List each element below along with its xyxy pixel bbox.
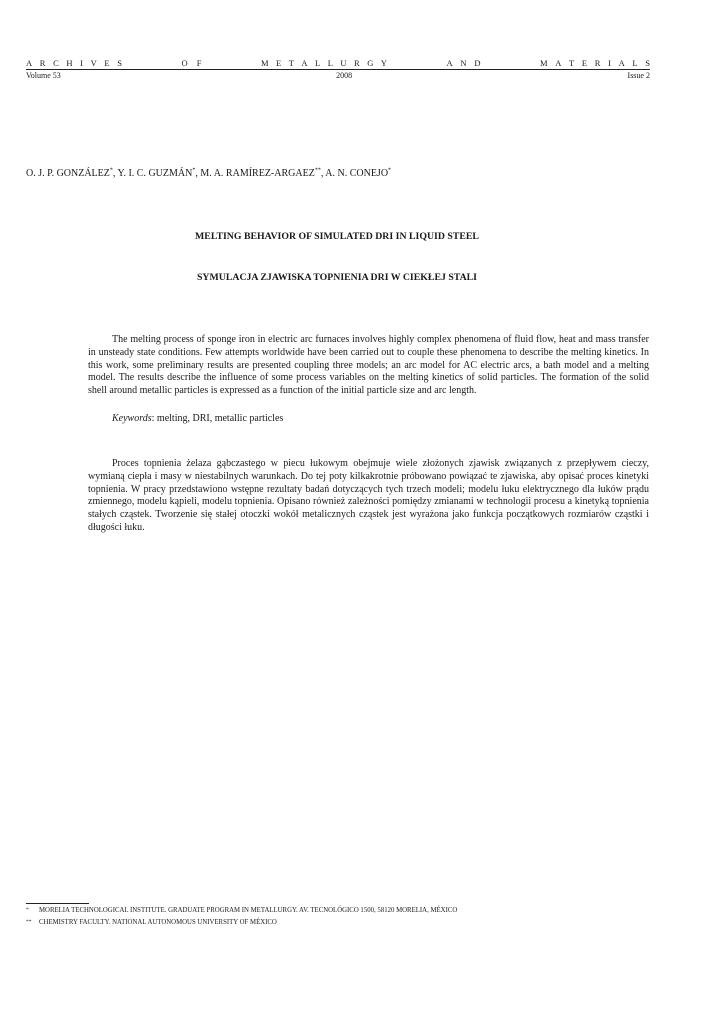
journal-letter: L bbox=[327, 58, 333, 68]
header-rule bbox=[26, 69, 650, 70]
journal-letter: S bbox=[645, 58, 650, 68]
author-name: M. A. RAMÍREZ-ARGAEZ bbox=[200, 168, 315, 179]
affiliation-mark: * bbox=[192, 167, 196, 174]
footnote-rule bbox=[26, 903, 89, 904]
journal-letter: A bbox=[618, 58, 625, 68]
journal-letter: L bbox=[315, 58, 321, 68]
keywords-label: Keywords bbox=[112, 413, 152, 424]
paper-title-english: MELTING BEHAVIOR OF SIMULATED DRI IN LIQUID STEEL bbox=[195, 231, 479, 242]
journal-letter: H bbox=[66, 58, 73, 68]
journal-letter: F bbox=[196, 58, 202, 68]
keywords-text: : melting, DRI, metallic particles bbox=[151, 413, 284, 424]
journal-letter: S bbox=[117, 58, 122, 68]
journal-word-archives bbox=[26, 58, 122, 68]
journal-letter: Y bbox=[380, 58, 387, 68]
journal-letter: T bbox=[569, 58, 575, 68]
journal-letter: V bbox=[90, 58, 97, 68]
journal-letter: A bbox=[555, 58, 562, 68]
journal-letter: A bbox=[446, 58, 453, 68]
journal-letter: N bbox=[460, 58, 467, 68]
journal-letter: D bbox=[474, 58, 481, 68]
abstract-polish-text: Proces topnienia żelaza gąbczastego w piecu łukowym obejmuje wiele złożonych zjawisk związanych z przepływem cieczy, wymianą ciepła i masy w niestabilnych warunkach. Do tej poty kilkakrotnie próbowano powiązać te zjawiska, aby opisać proces kinetyki topnienia. W pracy przedstawiono wstępne rezultaty badań dotyczących tych trzech modeli; modelu łuku elektrycznego dla łuków prądu zmiennego, modelu kąpieli, modelu topnienia. Opisano również zależności pomiędzy zmianami w technologii procesu a kinetyką topnienia stałych cząstek. Tworzenie się stałej otoczki wokół metalicznych cząstek jest wyrażona jako funkcja początkowych rozmiarów cząstki i długości łuku. bbox=[88, 458, 649, 533]
footnote-mark: * bbox=[26, 907, 29, 913]
author-name: Y. I. C. GUZMÁN bbox=[117, 168, 193, 179]
journal-letter: I bbox=[608, 58, 611, 68]
journal-word-of bbox=[182, 58, 202, 68]
journal-letter: G bbox=[367, 58, 374, 68]
journal-letter: E bbox=[581, 58, 588, 68]
journal-letter: R bbox=[594, 58, 601, 68]
journal-letter: A bbox=[26, 58, 33, 68]
issue-number: Issue 2 bbox=[627, 71, 650, 80]
footnote-mark: ** bbox=[26, 919, 32, 925]
journal-letter: R bbox=[39, 58, 46, 68]
affiliation-mark: * bbox=[388, 167, 392, 174]
journal-letter: E bbox=[104, 58, 110, 68]
journal-letter: E bbox=[276, 58, 282, 68]
journal-letter: M bbox=[540, 58, 548, 68]
abstract-english bbox=[88, 334, 649, 398]
footnote-affiliation-2 bbox=[26, 919, 277, 926]
journal-letter: C bbox=[53, 58, 59, 68]
journal-letter: I bbox=[80, 58, 83, 68]
journal-letter: T bbox=[288, 58, 294, 68]
abstract-polish bbox=[88, 458, 649, 535]
journal-word-and bbox=[447, 58, 481, 68]
footnote-text: MORELIA TECHNOLOGICAL INSTITUTE. GRADUATE PROGRAM IN METALLURGY. AV. TECNOLÓGICO 1500, 58120 MORELIA, MÉXICO bbox=[39, 907, 458, 914]
journal-letter: L bbox=[632, 58, 638, 68]
journal-letter: A bbox=[301, 58, 308, 68]
paper-title-polish: SYMULACJA ZJAWISKA TOPNIENIA DRI W CIEKŁEJ STALI bbox=[196, 272, 477, 283]
author-name: O. J. P. GONZÁLEZ bbox=[26, 168, 110, 179]
journal-letter: M bbox=[261, 58, 269, 68]
journal-word-materials bbox=[540, 58, 650, 68]
journal-word-metallurgy bbox=[261, 58, 387, 68]
abstract-english-text: The melting process of sponge iron in electric arc furnaces involves highly complex phenomena of fluid flow, heat and mass transfer in unsteady state conditions. Few attempts worldwide have been carried out to couple these phenomena to describe the melting kinetics. In this work, some preliminary results are presented coupling three models; an arc model for AC electric arcs, a bath model and a melting model. The results describe the influence of some process variables on the melting kinetics of solid particles. The formation of the solid shell around metallic particles is expressed as a function of the initial particle size and arc length. bbox=[88, 334, 649, 397]
affiliation-mark: * bbox=[109, 167, 113, 174]
author-list: O. J. P. GONZÁLEZ*, Y. I. C. GUZMÁN*, M. A. RAMÍREZ-ARGAEZ**, A. N. CONEJO* bbox=[26, 167, 392, 179]
volume-line bbox=[26, 71, 650, 80]
journal-letter: O bbox=[181, 58, 188, 68]
keywords bbox=[112, 413, 283, 424]
journal-letter: U bbox=[340, 58, 347, 68]
footnote-affiliation-1 bbox=[26, 907, 457, 914]
author-name: A. N. CONEJO bbox=[325, 168, 389, 179]
volume-number: Volume 53 bbox=[26, 71, 61, 80]
footnote-text: CHEMISTRY FACULTY. NATIONAL AUTONOMOUS UNIVERSITY OF MÉXICO bbox=[39, 919, 277, 926]
affiliation-mark: ** bbox=[314, 167, 321, 174]
journal-letter: R bbox=[354, 58, 360, 68]
journal-name bbox=[26, 58, 650, 68]
publication-year: 2008 bbox=[336, 71, 353, 80]
